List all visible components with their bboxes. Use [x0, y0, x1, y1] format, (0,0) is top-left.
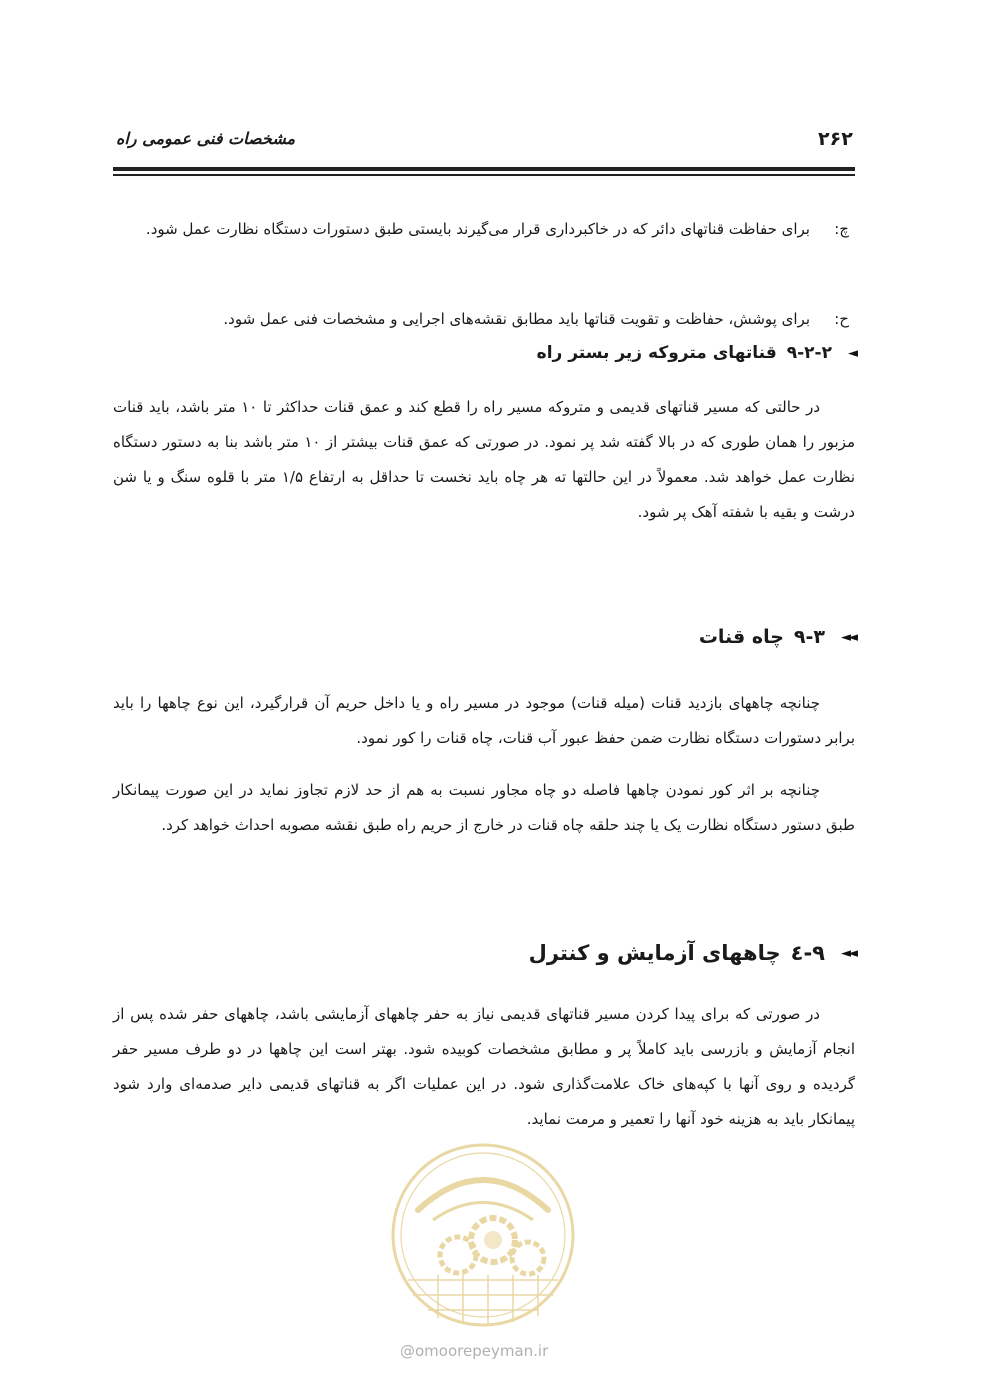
paragraph: در حالتی که مسیر قناتهای قدیمی و متروکه مسیر راه را قطع کند و عمق قنات حداکثر تا ۱۰ متر باشد، باید قنات مزبور را همان طوری که در بالا گفته شد پر نمود. در صورتی که عمق قنات بیشتر از ۱۰ متر باشد بنا به دستور دستگاه نظارت عمل خواهد شد. معمولاً در این حالتها ته هر چاه باید نخست تا حداقل به ارتفاع ۱/۵ متر با قلوه سنگ و یا شن درشت و بقیه با شفته آهک پر شود. — [113, 398, 856, 521]
section-heading — [113, 626, 855, 648]
list-item-text: برای حفاظت قناتهای دائر که در خاکبرداری قرار می‌گیرند بایستی طبق دستورات دستگاه نظارت عمل شود. — [145, 220, 810, 238]
section-bullet-icon: ◄◄ — [841, 629, 855, 645]
section-heading — [113, 343, 855, 363]
header-rule-thin — [113, 174, 855, 176]
page-number: ۲۶۲ — [818, 128, 853, 150]
list-item-text: برای پوشش، حفاظت و تقویت قناتها باید مطابق نقشه‌های اجرایی و مشخصات فنی عمل شود. — [223, 310, 810, 328]
section-number: ۹-٤ — [790, 941, 825, 965]
header-rule-thick — [113, 167, 855, 171]
section-heading — [113, 941, 855, 965]
section-number: ۹-۲-۲ — [786, 343, 832, 363]
list-item — [113, 212, 855, 247]
section-bullet-icon: ◄◄ — [841, 945, 855, 961]
paragraph: چنانچه چاههای بازدید قنات (میله قنات) موجود در مسیر راه و یا داخل حریم آن قرارگیرد، این نوع چاهها را باید برابر دستورات دستگاه نظارت ضمن حفظ عبور آب قنات، چاه قنات را کور نمود. — [113, 694, 855, 747]
watermark-site: @omoorepeyman.ir — [400, 1342, 549, 1360]
paragraph: در صورتی که برای پیدا کردن مسیر قناتهای قدیمی نیاز به حفر چاههای آزمایشی باشد، چاههای حفر شده پس از انجام آزمایش و بازرسی باید کاملاً پر و مطابق مشخصات کوبیده شود. بهتر است این چاهها در دو طرف مسیر حفر گردیده و روی آنها با کپه‌های خاک علامت‌گذاری شود. در این عملیات اگر به قناتهای قدیمی دایر صدمه‌ای وارد شود پیمانکار باید به هزینه خود آنها را تعمیر و مرمت نماید. — [113, 1005, 855, 1128]
paragraph: چنانچه بر اثر کور نمودن چاهها فاصله دو چاه مجاور نسبت به هم از حد لازم تجاوز نماید در این صورت پیمانکار طبق دستور دستگاه نظارت یک یا چند حلقه چاه قنات در خارج از حریم راه طبق نقشه مصوبه احداث خواهد کرد. — [113, 781, 855, 834]
section-title: چاههای آزمایش و کنترل — [528, 941, 781, 965]
list-item-marker: چ: — [834, 220, 849, 238]
list-item — [113, 302, 855, 337]
watermark-seal-icon — [388, 1140, 578, 1330]
section-number: ۹-۳ — [793, 626, 825, 648]
list-item-marker: ح: — [834, 310, 849, 328]
section-bullet-icon: ◄ — [848, 345, 855, 361]
section-title: چاه قنات — [698, 626, 784, 648]
running-title: مشخصات فنی عمومی راه — [116, 129, 296, 148]
section-title: قناتهای متروکه زیر بستر راه — [536, 343, 777, 363]
